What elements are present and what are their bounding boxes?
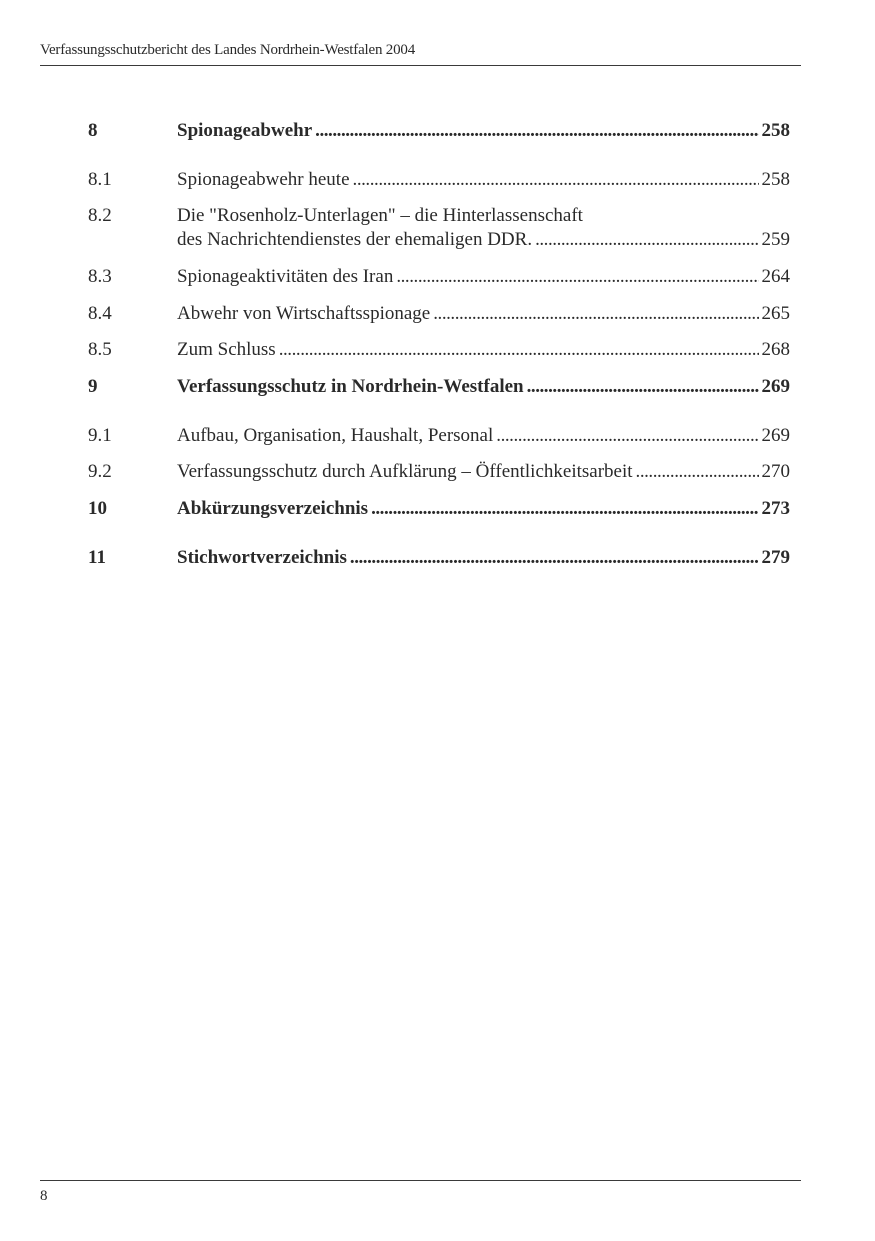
- toc-entry-number: 8: [88, 120, 98, 141]
- toc-entry-number: 9.1: [88, 425, 112, 446]
- toc-entry-number: 9: [88, 376, 98, 397]
- toc-entry-title: Verfassungsschutz durch Aufklärung – Öffentlichkeitsarbeit: [177, 461, 633, 482]
- dot-leader: [535, 228, 758, 252]
- dot-leader: [496, 424, 758, 448]
- toc-entry-page: 269: [761, 376, 790, 397]
- toc-entry-title: Verfassungsschutz in Nordrhein-Westfalen: [177, 376, 524, 397]
- toc-entry-number: 8.2: [88, 205, 112, 226]
- toc-entry-title: Aufbau, Organisation, Haushalt, Personal: [177, 425, 494, 446]
- dot-leader: [371, 497, 758, 521]
- toc-entry-page: 273: [761, 498, 790, 519]
- footer-divider: [40, 1180, 801, 1181]
- toc-entry-number: 9.2: [88, 461, 112, 482]
- toc-entry-title: des Nachrichtendienstes der ehemaligen DDR.: [177, 229, 533, 250]
- toc-entry-title-line1: Die "Rosenholz-Unterlagen" – die Hinterlassenschaft: [177, 205, 583, 226]
- toc-entry-page: 270: [761, 461, 790, 482]
- toc-entry-page: 279: [761, 547, 790, 568]
- dot-leader: [636, 460, 759, 484]
- dot-leader: [527, 375, 759, 399]
- toc-entry-number: 11: [88, 547, 106, 568]
- dot-leader: [279, 338, 759, 362]
- toc-entry-title: Spionageabwehr: [177, 120, 313, 141]
- toc-entry-title: Stichwortverzeichnis: [177, 547, 347, 568]
- toc-entry-page: 269: [761, 425, 790, 446]
- running-header: Verfassungsschutzbericht des Landes Nordrhein-Westfalen 2004: [40, 42, 416, 58]
- dot-leader: [315, 119, 758, 143]
- dot-leader: [350, 546, 759, 570]
- toc-entry-number: 8.5: [88, 339, 112, 360]
- toc-entry-page: 268: [761, 339, 790, 360]
- toc-entry-page: 258: [761, 120, 790, 141]
- toc-entry-title: Abwehr von Wirtschaftsspionage: [177, 303, 431, 324]
- dot-leader: [353, 168, 759, 192]
- toc-entry-page: 265: [761, 303, 790, 324]
- toc-entry-title: Abkürzungsverzeichnis: [177, 498, 369, 519]
- toc-entry-number: 8.4: [88, 303, 112, 324]
- toc-entry-number: 8.3: [88, 266, 112, 287]
- toc-entry-number: 10: [88, 498, 107, 519]
- toc-entry-page: 264: [761, 266, 790, 287]
- toc-entry-page: 258: [761, 169, 790, 190]
- header-divider: [40, 65, 801, 66]
- toc-entry-page: 259: [761, 229, 790, 250]
- toc-entry-number: 8.1: [88, 169, 112, 190]
- dot-leader: [396, 265, 758, 289]
- toc-entry-title: Zum Schluss: [177, 339, 276, 360]
- dot-leader: [433, 302, 758, 326]
- toc-entry-title: Spionageaktivitäten des Iran: [177, 266, 394, 287]
- page-number: 8: [40, 1188, 48, 1204]
- toc-entry-title: Spionageabwehr heute: [177, 169, 350, 190]
